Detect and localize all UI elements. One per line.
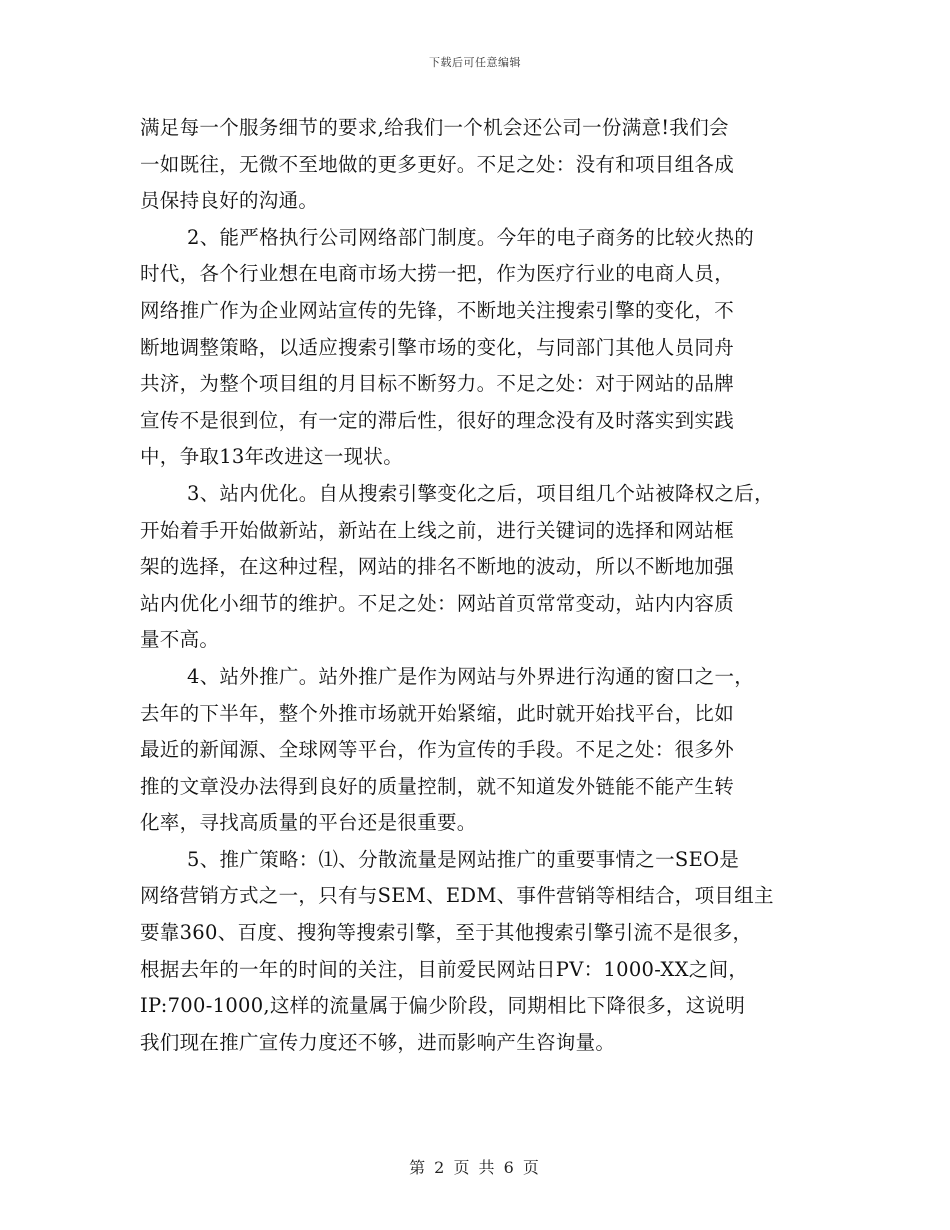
text-line: 化率，寻找高质量的平台还是很重要。 <box>140 811 477 835</box>
text-line: 员保持良好的沟通。 <box>140 189 319 213</box>
text-line: 一如既往，无微不至地做的更多更好。不足之处：没有和项目组各成 <box>140 152 735 176</box>
text-line: 网络推广作为企业网站宣传的先锋，不断地关注搜索引擎的变化，不 <box>140 298 735 322</box>
text-line: 推的文章没办法得到良好的质量控制，就不知道发外链能不能产生转 <box>140 774 735 798</box>
text-line: 共济，为整个项目组的月目标不断努力。不足之处：对于网站的品牌 <box>140 372 735 396</box>
text-line: IP:700-1000,这样的流量属于偏少阶段，同期相比下降很多，这说明 <box>140 994 746 1018</box>
text-line: 2、能严格执行公司网络部门制度。今年的电子商务的比较火热的 <box>187 225 755 249</box>
text-line: 宣传不是很到位，有一定的滞后性，很好的理念没有及时落实到实践 <box>140 408 735 432</box>
text-line: 根据去年的一年的时间的关注，目前爱民网站日PV：1000-XX之间， <box>140 957 749 981</box>
document-body <box>140 110 820 1061</box>
text-line: 4、站外推广。站外推广是作为网站与外界进行沟通的窗口之一， <box>187 664 755 688</box>
text-line: 量不高。 <box>140 628 220 652</box>
text-line: 时代，各个行业想在电商市场大捞一把，作为医疗行业的电商人员， <box>140 262 735 286</box>
text-line: 满足每一个服务细节的要求,给我们一个机会还公司一份满意!我们会 <box>140 116 729 139</box>
text-line: 开始着手开始做新站，新站在上线之前，进行关键词的选择和网站框 <box>140 518 735 542</box>
text-line: 断地调整策略，以适应搜索引擎市场的变化，与同部门其他人员同舟 <box>140 335 735 359</box>
page-header: 下载后可任意编辑 <box>429 56 521 69</box>
text-line: 网络营销方式之一，只有与SEM、EDM、事件营销等相结合，项目组主 <box>140 884 774 908</box>
text-line: 架的选择，在这种过程，网站的排名不断地的波动，所以不断地加强 <box>140 555 735 579</box>
text-line: 最近的新闻源、全球网等平台，作为宣传的手段。不足之处：很多外 <box>140 738 735 762</box>
text-line: 5、推广策略：⑴、分散流量是网站推广的重要事情之一SEO是 <box>187 847 740 871</box>
text-line: 3、站内优化。自从搜索引擎变化之后，项目组几个站被降权之后， <box>187 481 774 505</box>
text-line: 中，争取13年改进这一现状。 <box>140 445 404 469</box>
text-line: 站内优化小细节的维护。不足之处：网站首页常常变动，站内内容质 <box>140 591 735 615</box>
text-line: 去年的下半年，整个外推市场就开始紧缩，此时就开始找平台，比如 <box>140 701 735 725</box>
text-line: 我们现在推广宣传力度还不够，进而影响产生咨询量。 <box>140 1030 616 1054</box>
page-footer: 第 2 页 共 6 页 <box>409 1158 541 1177</box>
text-line: 要靠360、百度、搜狗等搜索引擎，至于其他搜索引擎引流不是很多， <box>140 921 753 945</box>
